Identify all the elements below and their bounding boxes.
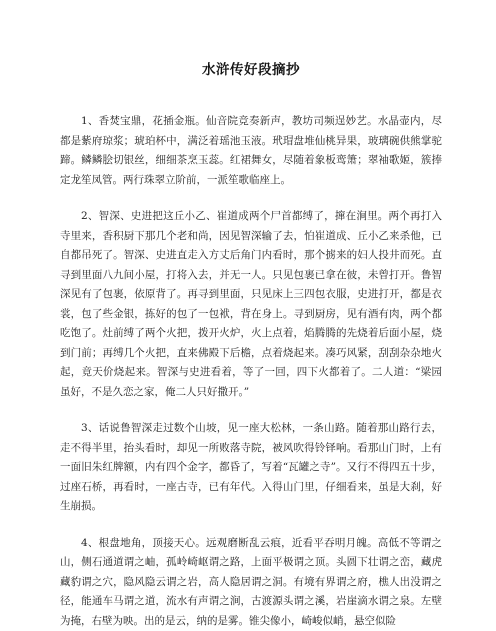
paragraph-1: 1、香焚宝鼎，花插金瓶。仙音院竞奏新声，教坊司频逞妙艺。水晶壶内，尽都是紫府琼浆；琥珀杯中，满泛着瑶池玉液。玳瑁盘堆仙桃异果，玻璃碗供熊掌驼蹄。鳞鳞脍切银丝，细细茶烹玉蕊。红裙舞女，尽随着象板鸾箫；翠袖歌姬，簇捧定龙笙凤管。两行珠翠立阶前，一派笙歌临座上。 bbox=[60, 112, 442, 190]
paragraph-3: 3、话说鲁智深走过数个山坡，见一座大松林，一条山路。随着那山路行去，走不得半里，抬头看时，却见一所败落寺院，被风吹得铃铎响。看那山门时，上有一面旧朱红牌额，内有四个金字，都昏了，写着“瓦罐之寺”。又行不得四五十步，过座石桥，再看时，一座古寺，已有年代。入得山门里，仔细看来，虽是大刹，好生崩损。 bbox=[60, 419, 442, 517]
paragraph-2: 2、智深、史进把这丘小乙、崔道成两个尸首都缚了，撺在涧里。两个再打入寺里来，香积厨下那几个老和尚，因见智深输了去，怕崔道成、丘小乙来杀他，已自都吊死了。智深、史进直走入方丈后角门内看时，那个掳来的妇人投井而死。直寻到里面八九间小屋，打将入去，并无一人。只见包裹已拿在彼，未曾打开。鲁智深见有了包裹，依原背了。再寻到里面，只见床上三四包衣服，史进打开，都是衣裳，包了些金银，拣好的包了一包袱，背在身上。寻到厨房，见有酒有肉，两个都吃饱了。灶前缚了两个火把，拨开火炉，火上点着，焰腾腾的先烧着后面小屋，烧到门前；再缚几个火把，直来佛殿下后檐，点着烧起来。凑巧风紧，刮刮杂杂地火起，竟天价烧起来。智深与史进看着，等了一回，四下火都着了。二人道：“梁园虽好，不是久恋之家，俺二人只好撒开。” bbox=[60, 207, 442, 402]
document-title: 水浒传好段摘抄 bbox=[60, 58, 442, 78]
paragraph-4: 4、根盘地角，顶接天心。远观磨断乱云痕，近看平吞明月魄。高低不等谓之山，侧石通道谓之岫，孤岭崎岖谓之路，上面平极谓之顶。头圆下壮谓之峦，藏虎藏豹谓之穴，隐风隐云谓之岩，高人隐居谓之洞。有境有界谓之府，樵人出没谓之径，能通车马谓之道，流水有声谓之涧，古渡源头谓之溪，岩崖滴水谓之泉。左壁为掩，右壁为映。出的是云，纳的是雾。锥尖像小，崎峻似峭，悬空似险 bbox=[60, 534, 442, 631]
